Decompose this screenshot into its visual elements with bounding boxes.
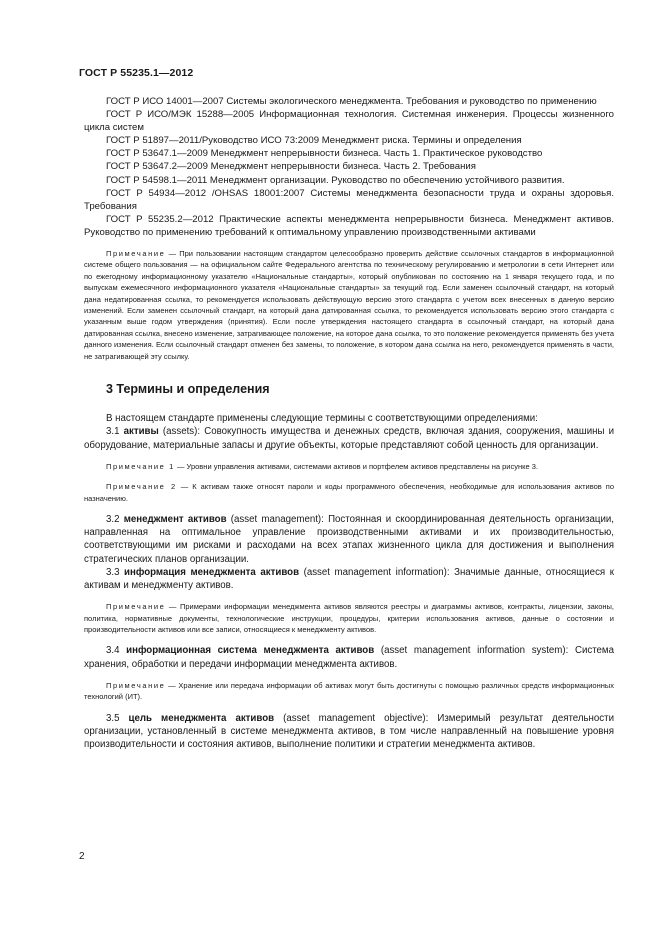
reference-item: ГОСТ Р ИСО 14001—2007 Системы экологического менеджмента. Требования и руководство по применению [106,96,597,107]
section-heading: 3 Термины и определения [106,382,270,397]
reference-item: ГОСТ Р 53647.1—2009 Менеджмент непрерывности бизнеса. Часть 1. Практическое руководство [106,148,543,160]
document-header: ГОСТ Р 55235.1—2012 [79,67,194,79]
reference-item: ГОСТ Р 54598.1—2011 Менеджмент организации. Руководство по обеспечению устойчивого развития. [106,174,565,186]
term-3-4 [84,644,614,670]
term-definition: (asset management objective): Измеримый результат деятельности организации, установленный в системе менеджмента активов, в том числе направленный на повышение уровня производительности и состояния активов, выполнение политики и стратегии менеджмента активов. [84,712,614,750]
term-3-3 [84,566,614,592]
term-name: менеджмент активов [123,513,227,525]
note-3-3 [84,601,614,635]
note-label: Примечание 1 [106,461,175,471]
term-number: 3.3 [106,566,125,578]
note-3-4 [84,680,614,703]
section-intro: В настоящем стандарте применены следующие термины с соответствующими определениями: [106,413,538,425]
term-name: активы [123,426,159,438]
term-number: 3.1 [106,426,124,438]
note-text: — Примерами информации менеджмента активов являются реестры и диаграммы активов, контракты, лицензии, законы, политика, нормативные документы, технологические инструкции, процедуры, критерии использования активов, данные о состоянии и производительности активов или все записи, относящиеся к менеджменту активов. [84,602,614,634]
note-label: Примечание 2 [106,482,177,492]
note-label: Примечание [106,249,166,259]
note-3-1-1 [84,461,614,472]
reference-item: ГОСТ Р ИСО/МЭК 15288—2005 Информационная технология. Системная инженерия. Процессы жизненного цикла систем [84,109,614,134]
note-text: — К активам также относят пароли и коды программного обеспечения, необходимые для использования активов по назначению. [84,482,614,503]
reference-item: ГОСТ Р 55235.2—2012 Практические аспекты менеджмента непрерывности бизнеса. Менеджмент активов. Руководство по применению требований к оптимальному управлению производственными активами [84,213,614,238]
term-3-1 [84,425,614,451]
term-definition: (asset management): Постоянная и скоординированная деятельность организации, направленная на оптимальное управление производственными активами и их производительностью, соответствующими им рисками и расходами на всех этапах жизненного цикла для достижения и выполнения стратегических планов организации. [84,513,614,565]
term-3-5 [84,712,614,752]
term-definition: (asset management information): Значимые данные, относящиеся к активам и менеджменту активов. [84,566,614,591]
page-number: 2 [79,851,85,862]
term-number: 3.4 [106,645,127,657]
note-label: Примечание [106,680,166,690]
reference-list [84,95,614,239]
note-3-1-2 [84,481,614,504]
term-number: 3.5 [106,712,129,724]
term-number: 3.2 [106,513,124,525]
reference-item: ГОСТ Р 54934—2012 /OHSAS 18001:2007 Системы менеджмента безопасности труда и охраны здоровья. Требования [84,187,614,212]
term-definition: (assets): Совокупность имущества и денежных средств, включая здания, сооружения, машины и оборудование, материальные запасы и другие объекты, которые представляют собой ценность для организации. [84,426,614,451]
reference-item: ГОСТ Р 51897—2011/Руководство ИСО 73:2009 Менеджмент риска. Термины и определения [106,135,522,147]
reference-item: ГОСТ Р 53647.2—2009 Менеджмент непрерывности бизнеса. Часть 2. Требования [106,161,476,173]
note-text: — Уровни управления активами, системами активов и портфелем активов представлены на рисунке 3. [174,461,538,471]
term-name: цель менеджмента активов [128,712,275,724]
term-name: информация менеджмента активов [124,566,300,578]
note-text: — Хранение или передача информации об активах могут быть достигнуты с помощью различных средств информационных технологий (ИТ). [84,680,614,702]
document-body [84,95,614,751]
term-definition: (asset management information system): Система хранения, обработки и передачи информации менеджмента активов. [84,645,614,670]
note-label: Примечание [106,602,166,612]
note-text: — При пользовании настоящим стандартом целесообразно проверить действие ссылочных стандартов в информационной системе общего пользования — на официальном сайте Федерального агентства по техническому регулированию и метрологии в сети Интернет или по ежегодному информационному указателю «Национальные стандарты», который опубликован по состоянию на 1 января текущего года, и по выпускам ежемесячного информационного указателя «Национальные стандарты» за текущий год. Если заменен ссылочный стандарт, на который дана недатированная ссылка, то рекомендуется использовать действующую версию этого стандарта с учетом всех внесенных в данную версию изменений. Если заменен ссылочный стандарт, на который дана датированная ссылка, то рекомендуется использовать версию этого стандарта с указанным выше годом утверждения (принятия). Если после утверждения настоящего стандарта в ссылочный стандарт, на который дана датированная ссылка, внесено изменение, затрагивающее положение, на которое дана ссылка, то это положение рекомендуется применять без учета данного изменения. Если ссылочный стандарт отменен без замены, то положение, в котором дана ссылка на него, рекомендуется применять в части, не затрагивающей эту ссылку. [84,249,614,361]
term-3-2 [84,513,614,566]
reference-note [84,248,614,362]
term-name: информационная система менеджмента активов [126,645,375,657]
